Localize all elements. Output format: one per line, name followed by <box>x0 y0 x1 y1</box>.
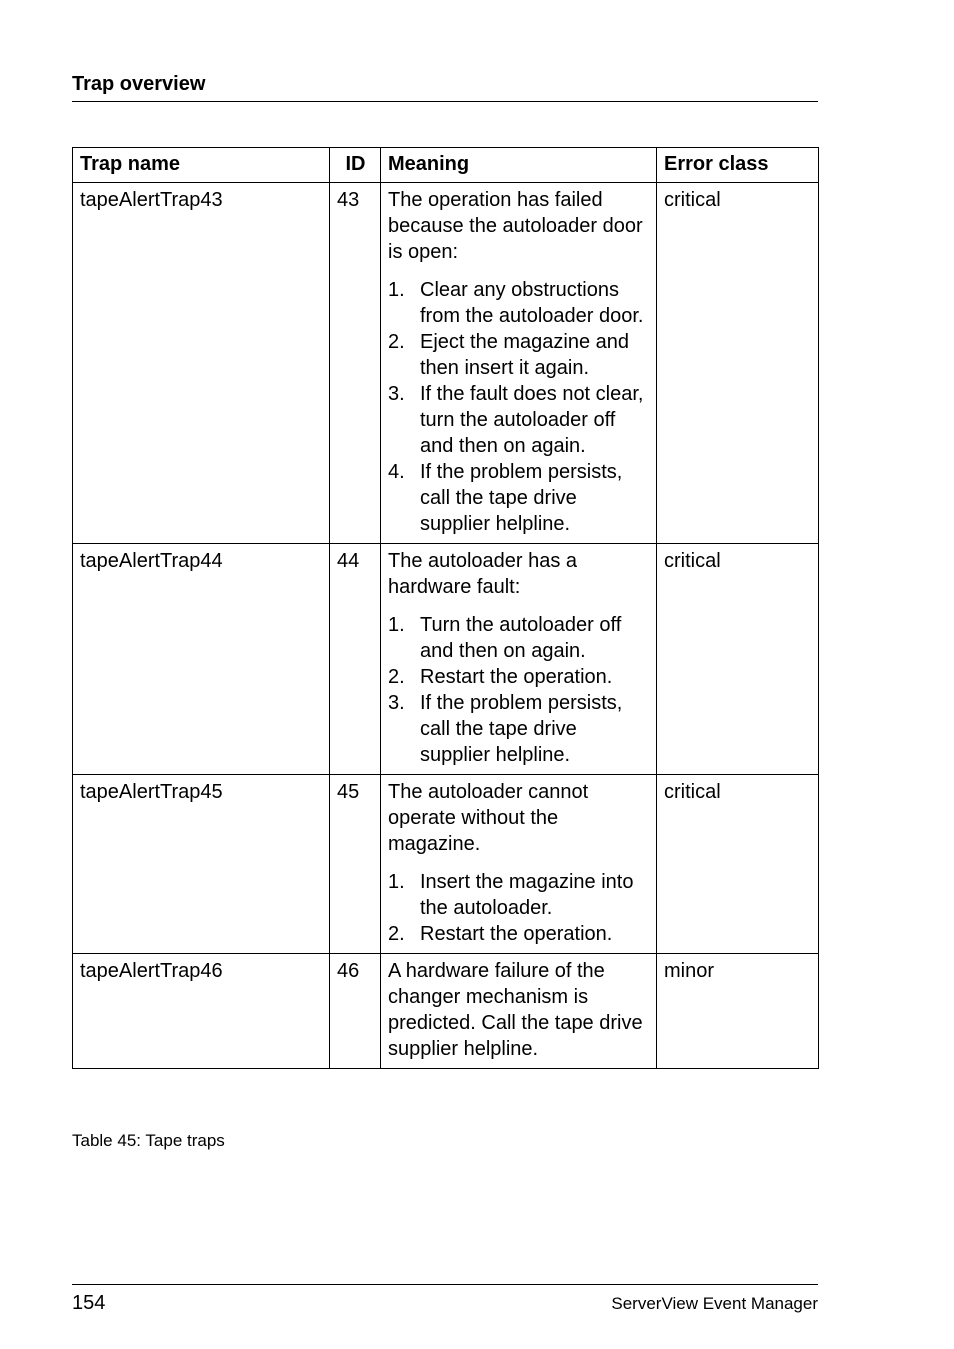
step-number: 3. <box>388 383 405 405</box>
step-item <box>388 459 650 537</box>
error-class-cell: critical <box>657 544 819 775</box>
step-text: Restart the operation. <box>420 923 613 945</box>
column-header-error-class: Error class <box>657 148 819 183</box>
step-text: Insert the magazine into the autoloader. <box>420 871 634 919</box>
step-text: If the fault does not clear, turn the autoloader off and then on again. <box>420 383 644 457</box>
step-item <box>388 664 650 690</box>
table-header-row <box>73 148 819 183</box>
trap-id-cell: 46 <box>330 954 381 1069</box>
tape-traps-table <box>72 147 819 1069</box>
step-number: 1. <box>388 871 405 893</box>
step-number: 1. <box>388 279 405 301</box>
table-row <box>73 954 819 1069</box>
section-header: Trap overview <box>72 72 818 102</box>
error-class-cell: critical <box>657 183 819 544</box>
trap-name-cell: tapeAlertTrap46 <box>73 954 330 1069</box>
step-number: 1. <box>388 614 405 636</box>
error-class-cell: minor <box>657 954 819 1069</box>
step-text: Restart the operation. <box>420 666 613 688</box>
step-text: If the problem persists, call the tape drive supplier helpline. <box>420 461 623 535</box>
page-footer <box>72 1284 818 1321</box>
steps-list <box>388 277 650 537</box>
step-number: 4. <box>388 461 405 483</box>
step-text: Eject the magazine and then insert it again. <box>420 331 630 379</box>
meaning-text: A hardware failure of the changer mechanism is predicted. Call the tape drive supplier helpline. <box>388 960 643 1060</box>
steps-list <box>388 612 650 768</box>
page-number: 154 <box>72 1292 106 1314</box>
step-item <box>388 381 650 459</box>
meaning-text: The autoloader cannot operate without the magazine. <box>388 781 589 855</box>
meaning-cell <box>381 775 657 954</box>
step-number: 2. <box>388 666 405 688</box>
trap-name-cell: tapeAlertTrap44 <box>73 544 330 775</box>
error-class-cell: critical <box>657 775 819 954</box>
step-item <box>388 921 650 947</box>
meaning-text: The autoloader has a hardware fault: <box>388 550 578 598</box>
step-item <box>388 690 650 768</box>
step-number: 3. <box>388 692 405 714</box>
step-text: Turn the autoloader off and then on again. <box>420 614 622 662</box>
meaning-cell <box>381 183 657 544</box>
table-body <box>73 183 819 1069</box>
step-item <box>388 277 650 329</box>
step-number: 2. <box>388 923 405 945</box>
trap-name-cell: tapeAlertTrap43 <box>73 183 330 544</box>
trap-id-cell: 45 <box>330 775 381 954</box>
column-header-trap-name: Trap name <box>73 148 330 183</box>
meaning-cell <box>381 544 657 775</box>
step-item <box>388 869 650 921</box>
steps-list <box>388 869 650 947</box>
column-header-id: ID <box>330 148 381 183</box>
step-text: If the problem persists, call the tape drive supplier helpline. <box>420 692 623 766</box>
trap-name-cell: tapeAlertTrap45 <box>73 775 330 954</box>
table-row <box>73 544 819 775</box>
step-text: Clear any obstructions from the autoloader door. <box>420 279 644 327</box>
step-number: 2. <box>388 331 405 353</box>
table-row <box>73 775 819 954</box>
table-caption: Table 45: Tape traps <box>72 1131 225 1150</box>
trap-id-cell: 44 <box>330 544 381 775</box>
column-header-meaning: Meaning <box>381 148 657 183</box>
product-name: ServerView Event Manager <box>611 1294 818 1313</box>
table-row <box>73 183 819 544</box>
step-item <box>388 329 650 381</box>
step-item <box>388 612 650 664</box>
trap-id-cell: 43 <box>330 183 381 544</box>
meaning-text: The operation has failed because the autoloader door is open: <box>388 189 643 263</box>
meaning-cell <box>381 954 657 1069</box>
